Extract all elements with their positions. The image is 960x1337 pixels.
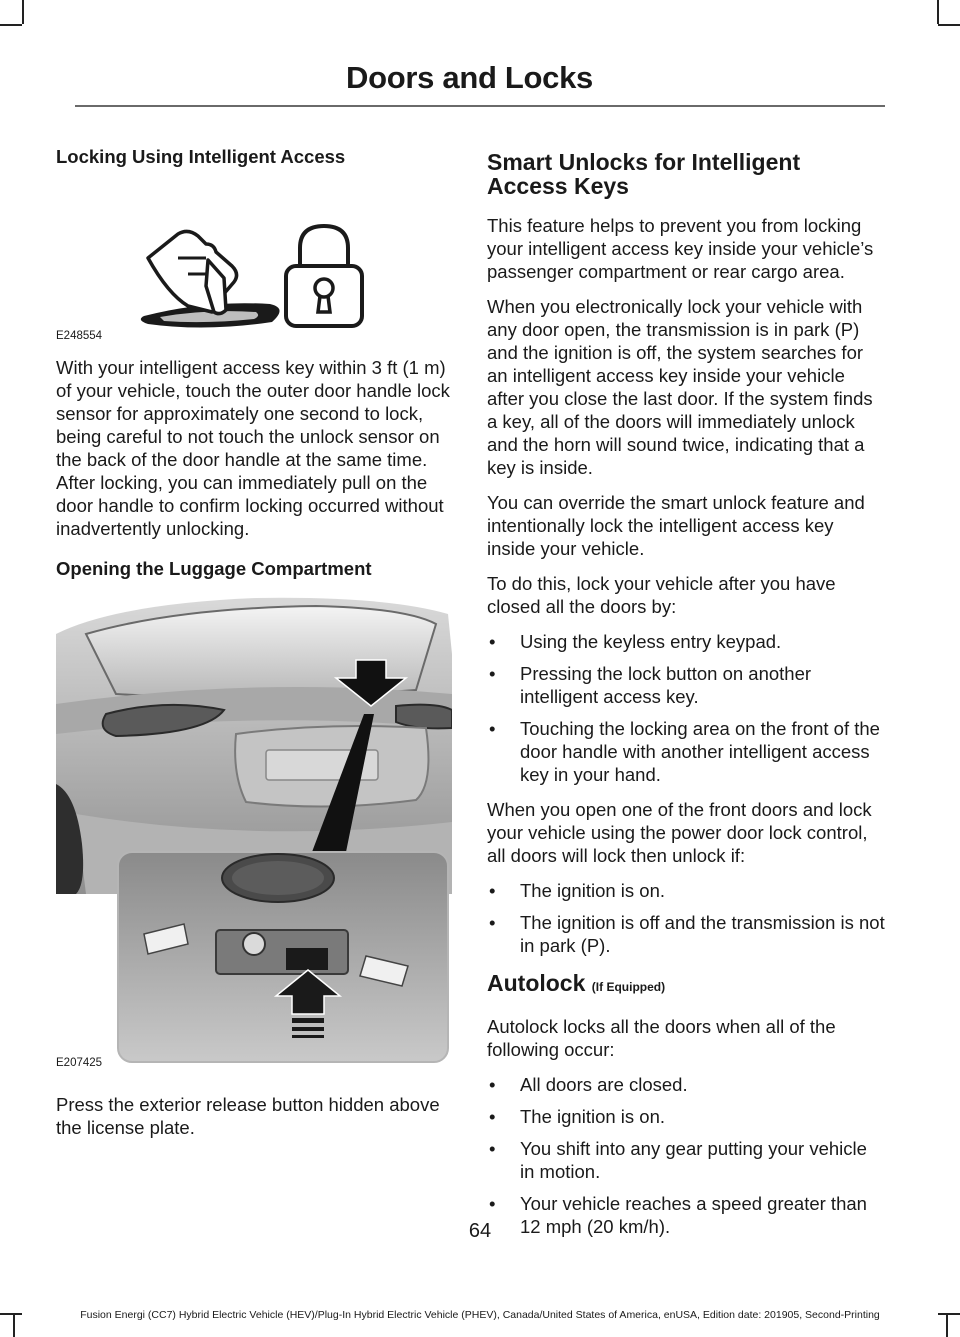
crop-mark: [22, 0, 24, 24]
luggage-heading: Opening the Luggage Compartment: [56, 558, 372, 579]
list-item: • Your vehicle reaches a speed greater than 12 mph (20 km/h).: [487, 1192, 885, 1238]
lock-sensor-figure: [56, 182, 452, 342]
list-item: • The ignition is on.: [487, 1105, 885, 1128]
locking-paragraph: With your intelligent access key within 3 ft (1 m) of your vehicle, touch the outer door handle lock sensor for approximately one second to lock, being careful to not touch the unlock sensor on the back of the door handle at the same time. After locking, you can immediately pull on the door handle to confirm locking occurred without inadvertently unlocking.: [56, 357, 450, 539]
crop-mark: [938, 24, 960, 26]
footer-text: Fusion Energi (CC7) Hybrid Electric Vehicle (HEV)/Plug-In Hybrid Electric Vehicle (PHEV), Canada/United States of America, enUSA, Edition date: 201905, Second-Printing: [80, 1309, 880, 1321]
right-column: [487, 146, 885, 1250]
override-method-list: [487, 630, 885, 786]
header-divider: [75, 105, 885, 107]
crop-mark: [0, 24, 22, 26]
list-item: • Using the keyless entry keypad.: [487, 630, 885, 653]
page-number: 64: [468, 1220, 492, 1242]
paragraph: You can override the smart unlock feature and intentionally lock the intelligent access key inside your vehicle.: [487, 492, 865, 559]
luggage-paragraph: Press the exterior release button hidden above the license plate.: [56, 1094, 440, 1138]
locking-heading: Locking Using Intelligent Access: [56, 146, 346, 167]
door-handle-lock-illustration: [56, 182, 452, 342]
list-item: • You shift into any gear putting your vehicle in motion.: [487, 1137, 885, 1183]
autolock-condition-list: [487, 1073, 885, 1238]
smart-unlocks-heading: Smart Unlocks for Intelligent Access Keys: [487, 149, 801, 199]
left-column: [56, 146, 452, 1151]
paragraph: To do this, lock your vehicle after you have closed all the doors by:: [487, 573, 836, 617]
list-item: • Touching the locking area on the front of the door handle with another intelligent access key in your hand.: [487, 717, 885, 786]
lock-icon: [286, 226, 362, 326]
luggage-release-figure: [56, 594, 452, 1069]
trunk-release-illustration: [56, 594, 452, 1069]
paragraph: When you electronically lock your vehicle with any door open, the transmission is in park (P) and the ignition is off, the system searches for an intelligent access key inside your vehicle after you close the last door. If the system finds a key, all of the doors will immediately unlock and the horn will sound twice, indicating that a key is inside.: [487, 296, 873, 478]
paragraph: When you open one of the front doors and lock your vehicle using the power door lock control, all doors will lock then unlock if:: [487, 799, 872, 866]
list-item: • The ignition is on.: [487, 879, 885, 902]
unlock-condition-list: [487, 879, 885, 957]
paragraph: Autolock locks all the doors when all of the following occur:: [487, 1016, 836, 1060]
crop-mark: [937, 0, 939, 24]
list-item: • The ignition is off and the transmission is not in park (P).: [487, 911, 885, 957]
list-item: • All doors are closed.: [487, 1073, 885, 1096]
page-title: Doors and Locks: [346, 60, 593, 95]
if-equipped-note: (If Equipped): [591, 980, 666, 994]
autolock-heading: [487, 971, 885, 999]
figure-code: E248554: [56, 330, 103, 342]
list-item: • Pressing the lock button on another intelligent access key.: [487, 662, 885, 708]
paragraph: This feature helps to prevent you from locking your intelligent access key inside your vehicle’s passenger compartment or rear cargo area.: [487, 215, 874, 282]
figure-code: E207425: [56, 1057, 103, 1069]
autolock-title: Autolock: [487, 970, 586, 996]
